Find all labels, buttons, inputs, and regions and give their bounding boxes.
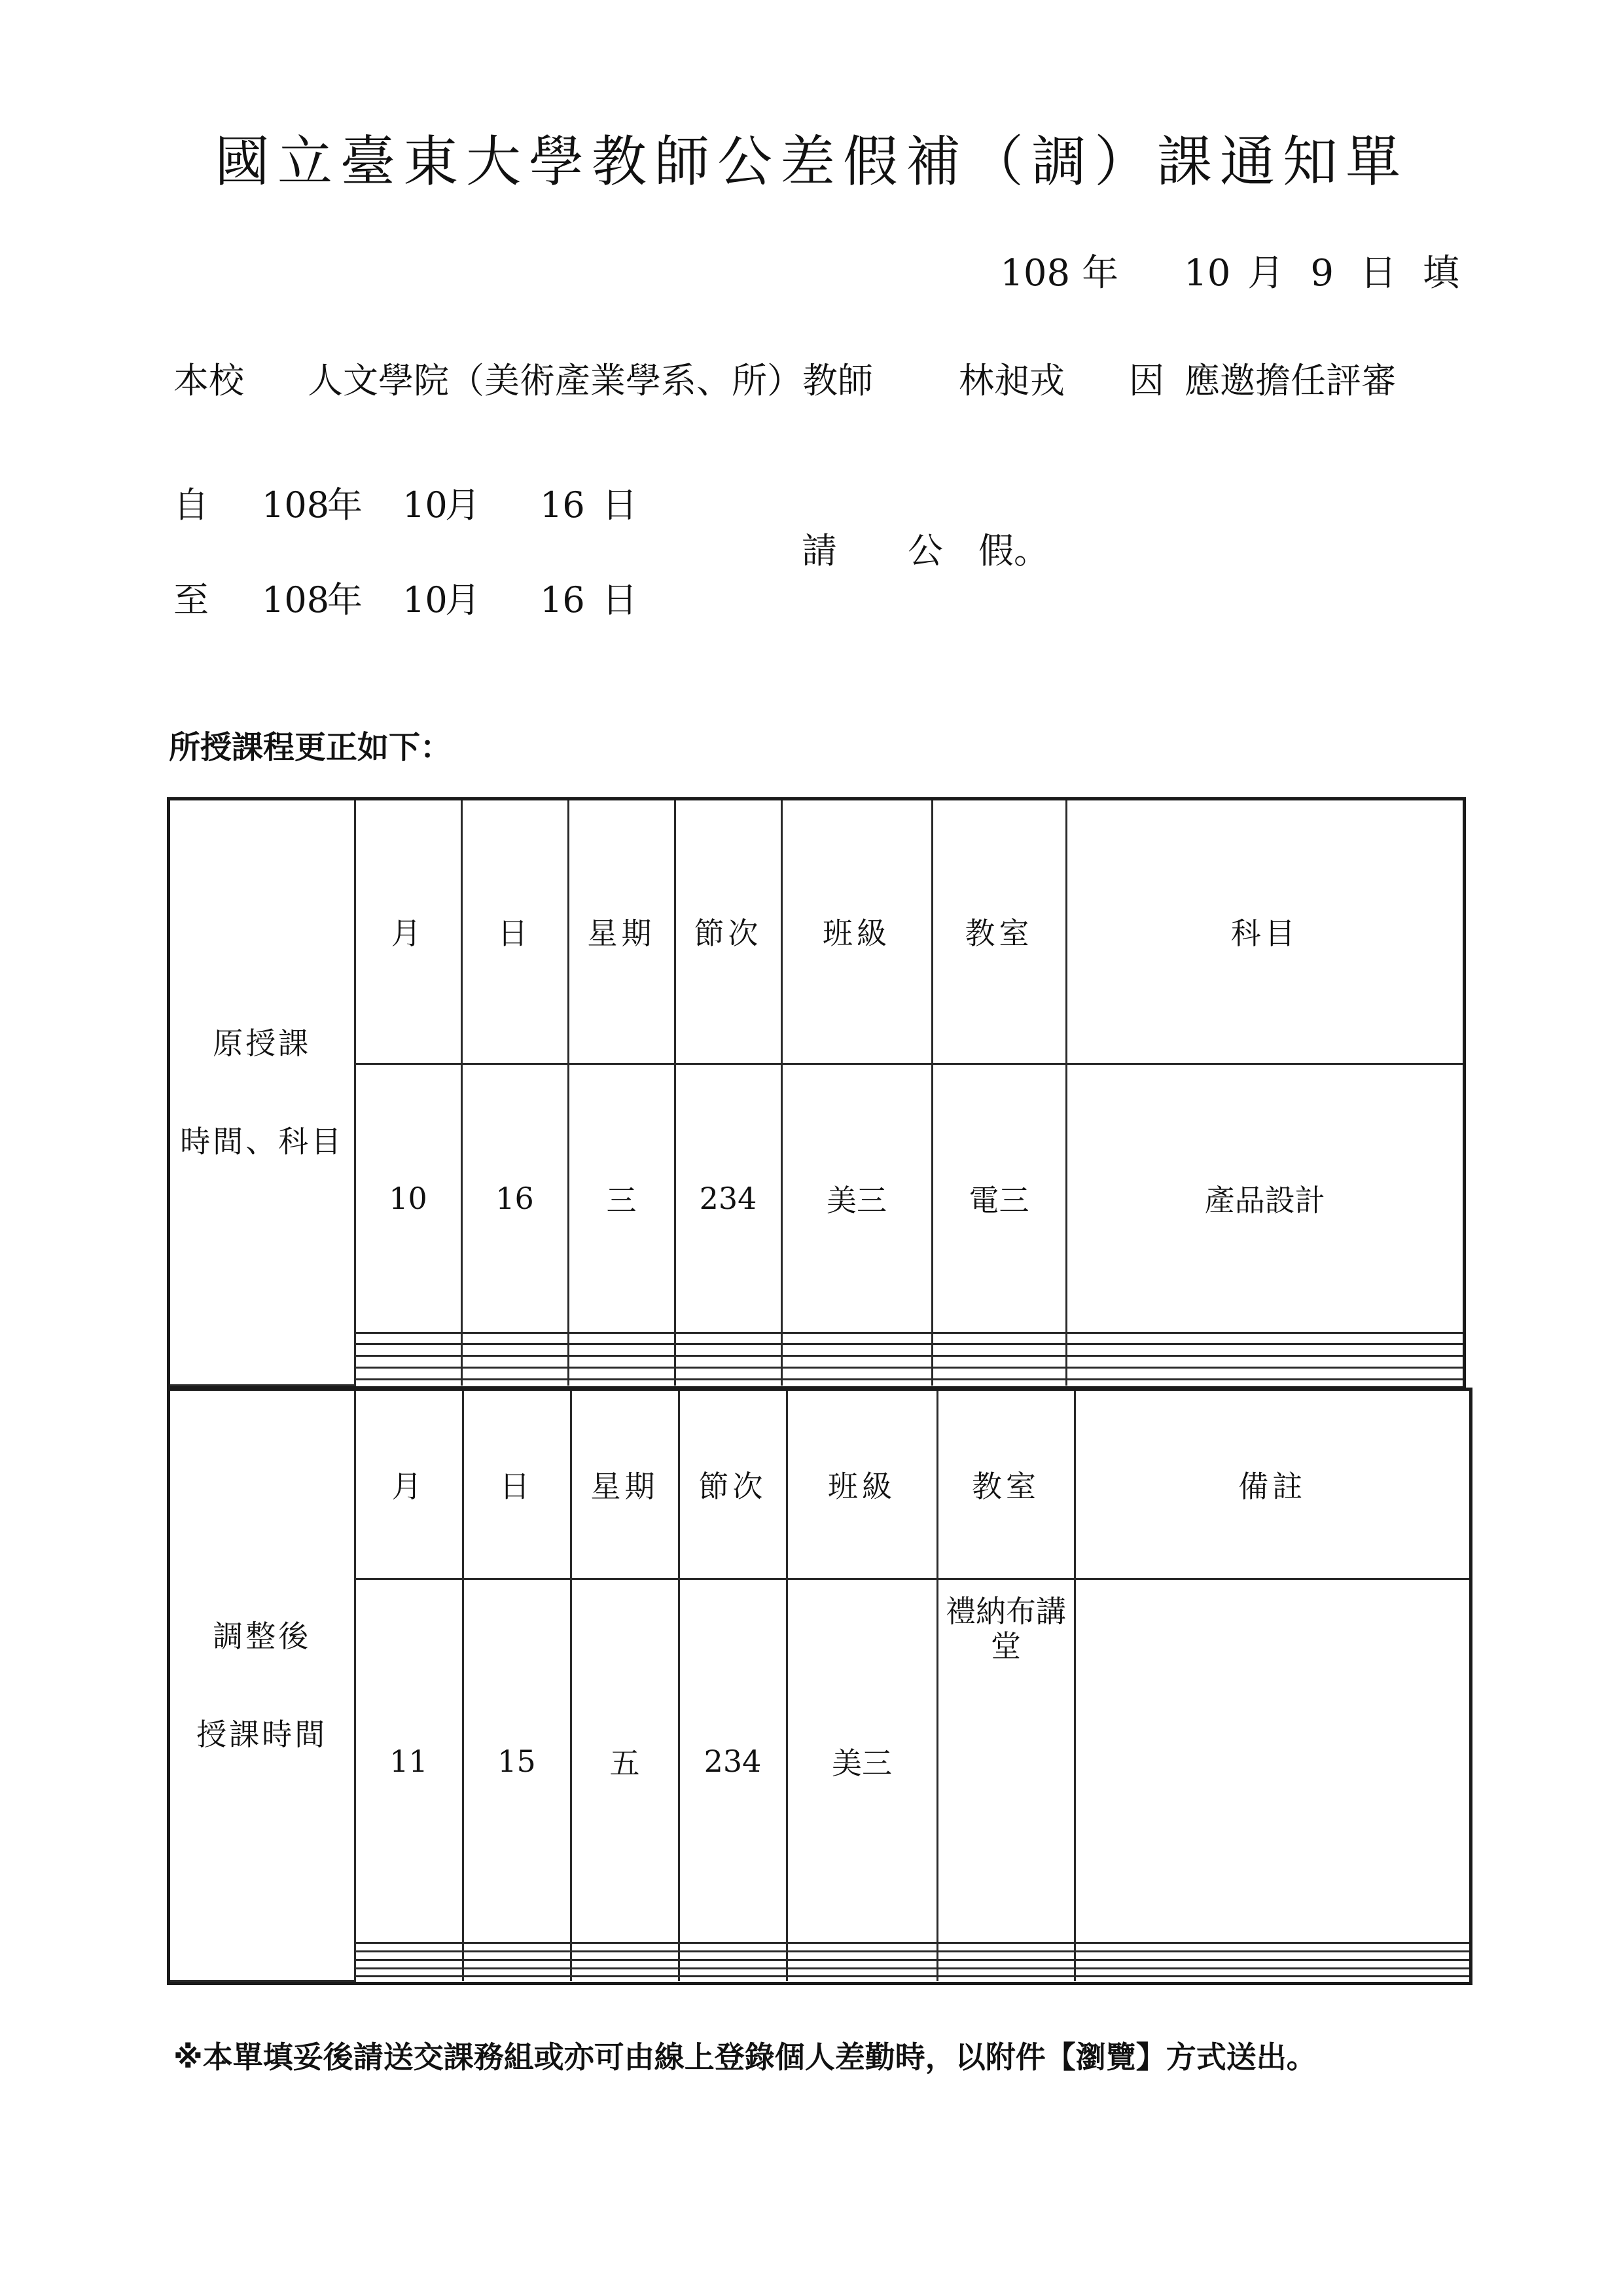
empty-cell xyxy=(781,1379,932,1385)
empty-cell xyxy=(355,1952,463,1960)
original-cell-day: 16 xyxy=(461,1064,568,1333)
fill-day: 9 xyxy=(1310,252,1334,295)
original-side-label xyxy=(170,800,355,1386)
department: 人文學院（美術產業學系、所）教師 xyxy=(308,360,873,401)
empty-cell xyxy=(355,1379,461,1385)
fill-month-unit: 月 xyxy=(1247,252,1285,295)
original-header-subject: 科目 xyxy=(1066,800,1463,1064)
empty-cell xyxy=(675,1333,781,1344)
empty-cell xyxy=(568,1368,675,1380)
original-header-weekday: 星期 xyxy=(568,800,675,1064)
empty-cell xyxy=(463,1952,571,1960)
fill-year-unit: 年 xyxy=(1082,252,1119,295)
reason-prefix: 因 xyxy=(1129,360,1164,401)
table-row xyxy=(170,1064,1463,1333)
original-cell-class: 美三 xyxy=(781,1064,932,1333)
empty-cell xyxy=(787,1960,937,1968)
reason: 應邀擔任評審 xyxy=(1185,360,1397,401)
empty-cell xyxy=(461,1333,568,1344)
original-header-class: 班級 xyxy=(781,800,932,1064)
original-header-period: 節次 xyxy=(675,800,781,1064)
empty-cell xyxy=(355,1368,461,1380)
adjusted-side-label xyxy=(170,1391,355,1981)
original-side-label-1: 原授課 xyxy=(213,1026,312,1061)
empty-cell xyxy=(461,1379,568,1385)
adjusted-cell-room: 禮納布講堂 xyxy=(937,1579,1075,1943)
original-cell-month: 10 xyxy=(355,1064,461,1333)
table-row xyxy=(170,1344,1463,1356)
table-row xyxy=(170,1968,1469,1977)
statement-prefix: 本校 xyxy=(173,360,244,401)
table-row xyxy=(170,1333,1463,1344)
table-row xyxy=(170,1943,1469,1952)
table-row xyxy=(170,1960,1469,1968)
empty-cell xyxy=(1075,1943,1469,1952)
empty-cell xyxy=(787,1943,937,1952)
leave-type: 請 公 假。 xyxy=(802,530,1049,571)
adjusted-header-weekday: 星期 xyxy=(571,1391,679,1579)
empty-cell xyxy=(1075,1960,1469,1968)
to-day-unit: 日 xyxy=(602,579,637,620)
footnote: ※本單填妥後請送交課務組或亦可由線上登錄個人差勤時，以附件【瀏覽】方式送出。 xyxy=(173,2039,1317,2075)
empty-cell xyxy=(937,1960,1075,1968)
table-row xyxy=(170,1356,1463,1368)
empty-cell xyxy=(571,1968,679,1977)
adjusted-cell-weekday: 五 xyxy=(571,1579,679,1943)
original-header-room: 教室 xyxy=(932,800,1066,1064)
empty-cell xyxy=(571,1943,679,1952)
adjusted-cell-day: 15 xyxy=(463,1579,571,1943)
adjusted-side-label-2: 授課時間 xyxy=(196,1717,328,1752)
empty-cell xyxy=(675,1379,781,1385)
empty-cell xyxy=(355,1960,463,1968)
empty-cell xyxy=(937,1977,1075,1981)
empty-cell xyxy=(937,1952,1075,1960)
empty-cell xyxy=(461,1368,568,1380)
empty-cell xyxy=(932,1344,1066,1356)
adjusted-header-day: 日 xyxy=(463,1391,571,1579)
empty-cell xyxy=(568,1356,675,1368)
original-cell-subject: 產品設計 xyxy=(1066,1064,1463,1333)
empty-cell xyxy=(463,1977,571,1981)
empty-cell xyxy=(463,1968,571,1977)
empty-cell xyxy=(937,1943,1075,1952)
teacher-name: 林昶戎 xyxy=(959,360,1065,401)
empty-cell xyxy=(787,1952,937,1960)
empty-cell xyxy=(675,1344,781,1356)
adjusted-side-label-1: 調整後 xyxy=(213,1619,312,1654)
empty-cell xyxy=(679,1960,787,1968)
original-schedule-table xyxy=(167,797,1466,1390)
fill-day-unit: 日 xyxy=(1360,252,1397,295)
original-cell-room: 電三 xyxy=(932,1064,1066,1333)
adjusted-schedule-table xyxy=(167,1388,1472,1985)
from-year-unit: 年 xyxy=(327,484,363,526)
to-month-unit: 月 xyxy=(445,579,480,620)
empty-cell xyxy=(1066,1368,1463,1380)
empty-cell xyxy=(355,1977,463,1981)
empty-cell xyxy=(679,1968,787,1977)
from-month-unit: 月 xyxy=(445,484,480,526)
to-year: 108 xyxy=(262,579,330,620)
empty-cell xyxy=(355,1356,461,1368)
from-year: 108 xyxy=(262,484,330,526)
empty-cell xyxy=(568,1333,675,1344)
table-row xyxy=(170,1977,1469,1981)
empty-cell xyxy=(679,1952,787,1960)
adjusted-cell-month: 11 xyxy=(355,1579,463,1943)
empty-cell xyxy=(568,1379,675,1385)
empty-cell xyxy=(463,1943,571,1952)
table-row xyxy=(170,1368,1463,1380)
empty-cell xyxy=(571,1977,679,1981)
original-header-month: 月 xyxy=(355,800,461,1064)
to-day: 16 xyxy=(540,579,585,620)
empty-cell xyxy=(932,1379,1066,1385)
from-day: 16 xyxy=(540,484,585,526)
adjusted-cell-remarks xyxy=(1075,1579,1469,1943)
empty-cell xyxy=(932,1368,1066,1380)
empty-cell xyxy=(932,1333,1066,1344)
empty-cell xyxy=(1075,1977,1469,1981)
fill-year: 108 xyxy=(1000,252,1071,295)
adjusted-header-class: 班級 xyxy=(787,1391,937,1579)
adjusted-cell-period: 234 xyxy=(679,1579,787,1943)
empty-cell xyxy=(355,1968,463,1977)
empty-cell xyxy=(679,1943,787,1952)
fill-month: 10 xyxy=(1184,252,1231,295)
table-row xyxy=(170,1952,1469,1960)
empty-cell xyxy=(568,1344,675,1356)
adjusted-header-room: 教室 xyxy=(937,1391,1075,1579)
empty-cell xyxy=(461,1344,568,1356)
empty-cell xyxy=(1066,1344,1463,1356)
to-label: 至 xyxy=(173,579,209,620)
empty-cell xyxy=(355,1943,463,1952)
empty-cell xyxy=(571,1952,679,1960)
fill-suffix: 填 xyxy=(1423,252,1459,295)
empty-cell xyxy=(679,1977,787,1981)
original-side-label-2: 時間、科目 xyxy=(180,1124,344,1159)
table-row xyxy=(170,1379,1463,1385)
empty-cell xyxy=(937,1968,1075,1977)
adjusted-header-period: 節次 xyxy=(679,1391,787,1579)
adjusted-header-month: 月 xyxy=(355,1391,463,1579)
empty-cell xyxy=(781,1344,932,1356)
from-label: 自 xyxy=(173,484,209,526)
adjusted-header-row xyxy=(170,1391,1469,1579)
empty-cell xyxy=(461,1356,568,1368)
table-row xyxy=(170,1579,1469,1943)
from-month: 10 xyxy=(402,484,448,526)
empty-cell xyxy=(932,1356,1066,1368)
changes-heading: 所授課程更正如下： xyxy=(169,729,452,766)
empty-cell xyxy=(1066,1333,1463,1344)
empty-cell xyxy=(1066,1356,1463,1368)
fill-date xyxy=(1000,252,1459,295)
empty-cell xyxy=(675,1368,781,1380)
to-year-unit: 年 xyxy=(327,579,363,620)
empty-cell xyxy=(781,1333,932,1344)
empty-cell xyxy=(781,1356,932,1368)
empty-cell xyxy=(355,1333,461,1344)
empty-cell xyxy=(675,1356,781,1368)
empty-cell xyxy=(571,1960,679,1968)
adjusted-cell-class: 美三 xyxy=(787,1579,937,1943)
empty-cell xyxy=(787,1968,937,1977)
original-cell-period: 234 xyxy=(675,1064,781,1333)
empty-cell xyxy=(781,1368,932,1380)
original-cell-weekday: 三 xyxy=(568,1064,675,1333)
to-month: 10 xyxy=(402,579,448,620)
empty-cell xyxy=(355,1344,461,1356)
original-header-day: 日 xyxy=(461,800,568,1064)
empty-cell xyxy=(1075,1968,1469,1977)
adjusted-header-remarks: 備註 xyxy=(1075,1391,1469,1579)
empty-cell xyxy=(787,1977,937,1981)
form-title: 國立臺東大學教師公差假補（調）課通知單 xyxy=(214,130,1408,194)
original-header-row xyxy=(170,800,1463,1064)
empty-cell xyxy=(1066,1379,1463,1385)
empty-cell xyxy=(463,1960,571,1968)
from-day-unit: 日 xyxy=(602,484,637,526)
empty-cell xyxy=(1075,1952,1469,1960)
